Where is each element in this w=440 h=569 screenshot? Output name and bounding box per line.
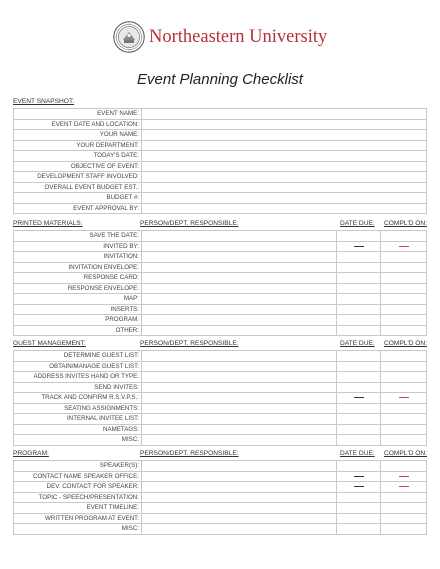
university-name: Northeastern University [149, 27, 328, 47]
value-field[interactable] [142, 161, 427, 172]
completed-field[interactable] [381, 241, 427, 252]
printed-materials-section [13, 219, 427, 336]
value-field[interactable] [142, 119, 427, 130]
table-row [14, 172, 427, 183]
table-row [14, 382, 427, 393]
row-label: TODAY'S DATE: [14, 151, 142, 162]
value-field[interactable] [142, 182, 427, 193]
date-due-field[interactable] [337, 461, 381, 472]
table-row [14, 325, 427, 336]
table-row [14, 151, 427, 162]
date-due-field[interactable] [337, 424, 381, 435]
responsible-field[interactable] [142, 325, 337, 336]
value-field[interactable] [142, 140, 427, 151]
responsible-field[interactable] [142, 283, 337, 294]
completed-field[interactable] [381, 372, 427, 383]
value-field[interactable] [142, 193, 427, 204]
table-row [14, 161, 427, 172]
responsible-field[interactable] [142, 241, 337, 252]
table-row [14, 403, 427, 414]
table-row [14, 294, 427, 305]
date-due-field[interactable] [337, 503, 381, 514]
row-label: OVERALL EVENT BUDGET EST.: [14, 182, 142, 193]
responsible-field[interactable] [142, 351, 337, 362]
university-seal-icon [113, 21, 145, 53]
table-row [14, 130, 427, 141]
table-row [14, 393, 427, 404]
completed-field[interactable] [381, 461, 427, 472]
table-row [14, 315, 427, 326]
row-label: NAMETAGS: [14, 424, 142, 435]
responsible-field[interactable] [142, 294, 337, 305]
table-row [14, 231, 427, 242]
page-title: Event Planning Checklist [137, 71, 303, 88]
completed-field[interactable] [381, 471, 427, 482]
responsible-field[interactable] [142, 513, 337, 524]
date-due-field[interactable] [337, 231, 381, 242]
row-label: PROGRAM: [14, 315, 142, 326]
row-label: WRITTEN PROGRAM AT EVENT: [14, 513, 142, 524]
responsible-field[interactable] [142, 435, 337, 446]
row-label: TOPIC - SPEECH/PRESENTATION: [14, 492, 142, 503]
table-row [14, 351, 427, 362]
section-heading: PROGRAM: [13, 450, 49, 457]
table-row [14, 241, 427, 252]
row-label: OTHER: [14, 325, 142, 336]
row-label: EVENT TIMELINE: [14, 503, 142, 514]
table-row [14, 372, 427, 383]
program-section [13, 449, 427, 535]
row-label: DEVELOPMENT STAFF INVOLVED: [14, 172, 142, 183]
date-due-field[interactable] [337, 315, 381, 326]
completed-field[interactable] [381, 492, 427, 503]
col-completed-header: COMPL'D ON: [384, 450, 428, 457]
date-due-field[interactable] [337, 393, 381, 404]
row-label: YOUR DEPARTMENT: [14, 140, 142, 151]
completed-field[interactable] [381, 294, 427, 305]
row-label: SEND INVITES: [14, 382, 142, 393]
completed-dash [399, 246, 409, 247]
table-row [14, 435, 427, 446]
completed-dash [399, 476, 409, 477]
completed-field[interactable] [381, 403, 427, 414]
completed-field[interactable] [381, 304, 427, 315]
responsible-field[interactable] [142, 304, 337, 315]
row-label: OBJECTIVE OF EVENT: [14, 161, 142, 172]
row-label: OBTAIN/MANAGE GUEST LIST: [14, 361, 142, 372]
date-due-field[interactable] [337, 471, 381, 482]
row-label: YOUR NAME: [14, 130, 142, 141]
section-heading: EVENT SNAPSHOT: [13, 98, 75, 105]
completed-dash [399, 486, 409, 487]
responsible-field[interactable] [142, 393, 337, 404]
completed-field[interactable] [381, 231, 427, 242]
section-heading: PRINTED MATERIALS: [13, 220, 83, 227]
table-row [14, 109, 427, 120]
date-due-dash [354, 397, 364, 398]
responsible-field[interactable] [142, 372, 337, 383]
row-label: SPEAKER(S): [14, 461, 142, 472]
responsible-field[interactable] [142, 361, 337, 372]
responsible-field[interactable] [142, 424, 337, 435]
row-label: EVENT APPROVAL BY: [14, 203, 142, 214]
date-due-field[interactable] [337, 294, 381, 305]
completed-dash [399, 397, 409, 398]
date-due-dash [354, 476, 364, 477]
responsible-field[interactable] [142, 273, 337, 284]
date-due-field[interactable] [337, 262, 381, 273]
completed-field[interactable] [381, 414, 427, 425]
responsible-field[interactable] [142, 461, 337, 472]
section-header [13, 449, 427, 460]
table-row [14, 262, 427, 273]
col-date-due-header: DATE DUE: [340, 450, 375, 457]
row-label: INSERTS: [14, 304, 142, 315]
section-heading: GUEST MANAGEMENT: [13, 340, 86, 347]
printed-table [13, 230, 427, 336]
date-due-field[interactable] [337, 351, 381, 362]
completed-field[interactable] [381, 351, 427, 362]
row-label: DEV. CONTACT FOR SPEAKER: [14, 482, 142, 493]
responsible-field[interactable] [142, 382, 337, 393]
table-row [14, 182, 427, 193]
table-row [14, 361, 427, 372]
row-label: EVENT DATE AND LOCATION: [14, 119, 142, 130]
row-label: ADDRESS INVITES HAND OR TYPE: [14, 372, 142, 383]
row-label: EVENT NAME: [14, 109, 142, 120]
row-label: INVITATION: [14, 252, 142, 263]
snapshot-table [13, 108, 427, 214]
date-due-field[interactable] [337, 513, 381, 524]
table-row [14, 424, 427, 435]
date-due-field[interactable] [337, 273, 381, 284]
row-label: INVITED BY: [14, 241, 142, 252]
value-field[interactable] [142, 130, 427, 141]
table-row [14, 119, 427, 130]
completed-field[interactable] [381, 513, 427, 524]
date-due-field[interactable] [337, 435, 381, 446]
row-label: MAP: [14, 294, 142, 305]
row-label: SAVE THE DATE: [14, 231, 142, 242]
table-row [14, 283, 427, 294]
guest-table [13, 350, 427, 446]
col-responsible-header: PERSON/DEPT. RESPONSIBLE: [140, 450, 239, 457]
row-label: TRACK AND CONFIRM R.S.V.P.S.: [14, 393, 142, 404]
row-label: INVITATION ENVELOPE: [14, 262, 142, 273]
row-label: RESPONSE ENVELOPE: [14, 283, 142, 294]
responsible-field[interactable] [142, 524, 337, 535]
table-row [14, 503, 427, 514]
table-row [14, 482, 427, 493]
value-field[interactable] [142, 109, 427, 120]
table-row [14, 304, 427, 315]
row-label: INTERNAL INVITEE LIST: [14, 414, 142, 425]
date-due-field[interactable] [337, 524, 381, 535]
responsible-field[interactable] [142, 471, 337, 482]
responsible-field[interactable] [142, 503, 337, 514]
table-row [14, 273, 427, 284]
table-row [14, 513, 427, 524]
row-label: MISC: [14, 524, 142, 535]
value-field[interactable] [142, 203, 427, 214]
event-snapshot-section [13, 97, 427, 214]
table-row [14, 461, 427, 472]
table-row [14, 414, 427, 425]
table-row [14, 492, 427, 503]
completed-field[interactable] [381, 325, 427, 336]
date-due-dash [354, 486, 364, 487]
completed-field[interactable] [381, 262, 427, 273]
header [0, 18, 440, 58]
col-responsible-header: PERSON/DEPT. RESPONSIBLE: [140, 340, 239, 347]
responsible-field[interactable] [142, 231, 337, 242]
guest-management-section [13, 339, 427, 446]
col-completed-header: COMPL'D ON: [384, 220, 428, 227]
completed-field[interactable] [381, 524, 427, 535]
col-date-due-header: DATE DUE: [340, 220, 375, 227]
completed-field[interactable] [381, 283, 427, 294]
responsible-field[interactable] [142, 492, 337, 503]
date-due-field[interactable] [337, 252, 381, 263]
col-completed-header: COMPL'D ON: [384, 340, 428, 347]
completed-field[interactable] [381, 315, 427, 326]
program-table [13, 460, 427, 535]
completed-field[interactable] [381, 482, 427, 493]
section-header [13, 97, 427, 108]
col-date-due-header: DATE DUE: [340, 340, 375, 347]
table-row [14, 252, 427, 263]
date-due-field[interactable] [337, 382, 381, 393]
completed-field[interactable] [381, 361, 427, 372]
completed-field[interactable] [381, 393, 427, 404]
row-label: MISC: [14, 435, 142, 446]
completed-field[interactable] [381, 424, 427, 435]
responsible-field[interactable] [142, 315, 337, 326]
completed-field[interactable] [381, 435, 427, 446]
section-header [13, 339, 427, 350]
completed-field[interactable] [381, 503, 427, 514]
completed-field[interactable] [381, 273, 427, 284]
table-row [14, 524, 427, 535]
responsible-field[interactable] [142, 252, 337, 263]
date-due-field[interactable] [337, 304, 381, 315]
date-due-field[interactable] [337, 361, 381, 372]
col-responsible-header: PERSON/DEPT. RESPONSIBLE: [140, 220, 239, 227]
section-header [13, 219, 427, 230]
value-field[interactable] [142, 151, 427, 162]
completed-field[interactable] [381, 382, 427, 393]
responsible-field[interactable] [142, 262, 337, 273]
table-row [14, 193, 427, 204]
row-label: RESPONSE CARD: [14, 273, 142, 284]
date-due-field[interactable] [337, 414, 381, 425]
table-row [14, 203, 427, 214]
date-due-field[interactable] [337, 283, 381, 294]
date-due-field[interactable] [337, 492, 381, 503]
row-label: DETERMINE GUEST LIST: [14, 351, 142, 362]
date-due-field[interactable] [337, 241, 381, 252]
date-due-field[interactable] [337, 482, 381, 493]
row-label: SEATING ASSIGNMENTS: [14, 403, 142, 414]
responsible-field[interactable] [142, 403, 337, 414]
value-field[interactable] [142, 172, 427, 183]
date-due-field[interactable] [337, 325, 381, 336]
completed-field[interactable] [381, 252, 427, 263]
table-row [14, 140, 427, 151]
date-due-field[interactable] [337, 403, 381, 414]
responsible-field[interactable] [142, 482, 337, 493]
table-row [14, 471, 427, 482]
row-label: CONTACT NAME SPEAKER OFFICE: [14, 471, 142, 482]
date-due-field[interactable] [337, 372, 381, 383]
responsible-field[interactable] [142, 414, 337, 425]
date-due-dash [354, 246, 364, 247]
row-label: BUDGET #: [14, 193, 142, 204]
